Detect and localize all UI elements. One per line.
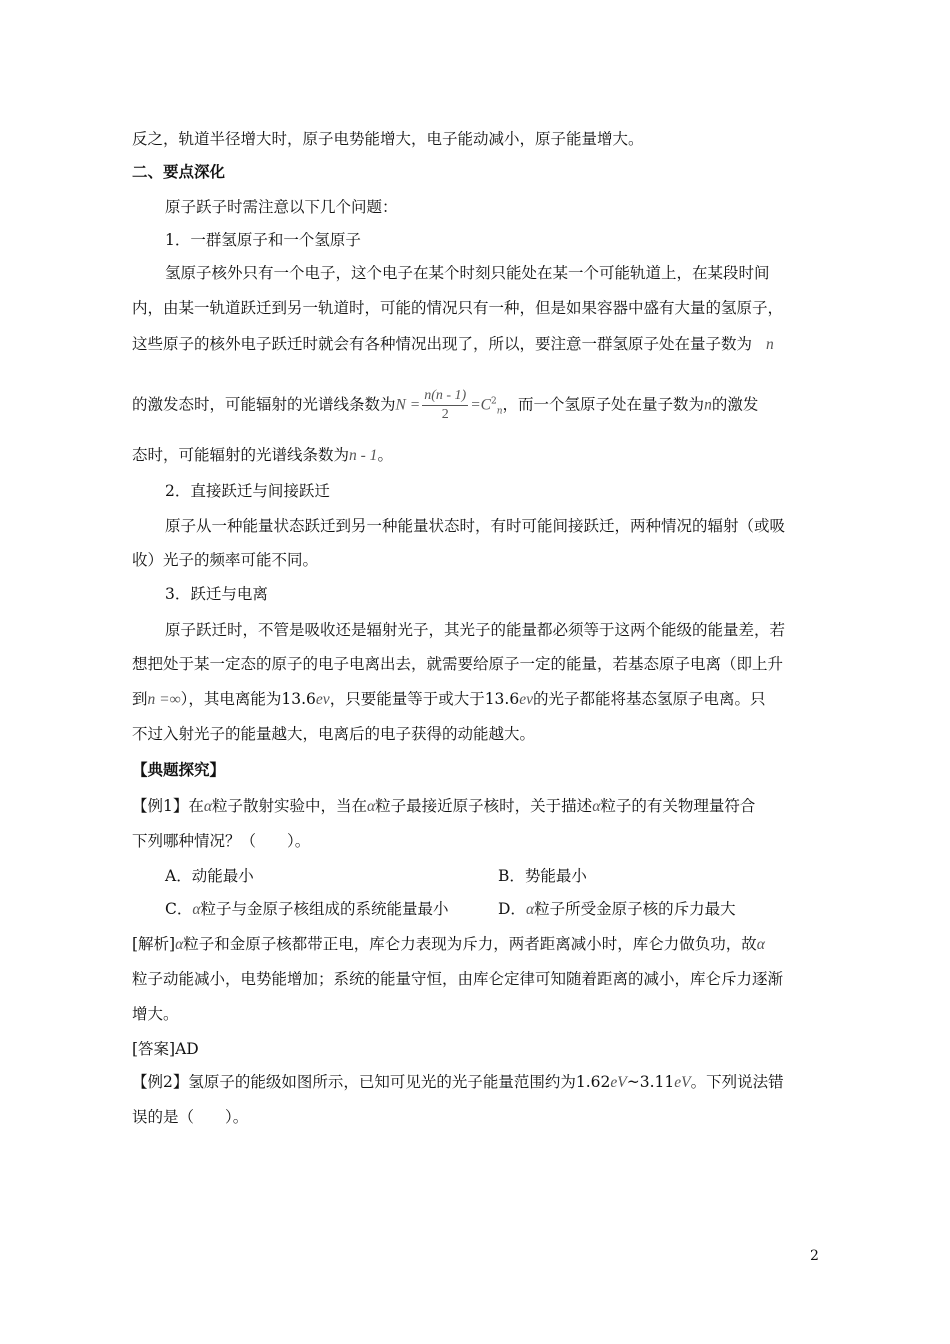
text-run: 。 [377, 446, 393, 464]
math-C: =C [470, 396, 492, 414]
unit-ev: eV [610, 1074, 627, 1091]
answer-line: [答案]AD [132, 1040, 199, 1058]
subsection-heading: 3．跃迁与电离 [165, 585, 268, 603]
math-n-minus-1: n - 1 [349, 447, 378, 464]
text-run: 的光子都能将基态氢原子电离。只 [532, 690, 766, 708]
text-run: 态时，可能辐射的光谱线条数为 [132, 446, 350, 464]
text-run: 到 [132, 690, 148, 708]
option-d [498, 898, 736, 921]
text-run: 粒子的有关物理量符合 [600, 797, 756, 815]
text-run: [解析] [132, 935, 176, 953]
subsection-heading: 2．直接跃迁与间接跃迁 [165, 482, 330, 500]
math-alpha: α [175, 936, 184, 953]
page-number: 2 [810, 1248, 819, 1264]
text-run: 【例1】在 [132, 797, 204, 815]
text-line: 原子从一种能量状态跃迁到另一种能量状态时，有时可能间接跃迁，两种情况的辐射（或吸 [165, 517, 786, 535]
text-line: 原子跃子时需注意以下几个问题： [165, 198, 398, 216]
option-c [165, 898, 449, 921]
math-alpha: α [756, 936, 765, 953]
text-line [132, 333, 774, 356]
text-line [132, 1071, 784, 1094]
text-line [132, 688, 765, 711]
unit-ev: eV [674, 1074, 691, 1091]
text-run: ），其电离能为13.6 [180, 690, 316, 708]
text-line [132, 933, 765, 956]
math-n: n [766, 336, 774, 353]
text-run: 。下列说法错 [690, 1073, 784, 1091]
fraction-numerator: n(n - 1) [422, 387, 468, 406]
section-heading: 二、要点深化 [132, 163, 226, 181]
text-line: 内，由某一轨道跃迁到另一轨道时，可能的情况只有一种，但是如果容器中盛有大量的氢原子， [132, 299, 784, 317]
math-alpha: α [367, 798, 376, 815]
unit-ev: ev [519, 691, 533, 708]
text-run: 粒子与金原子核组成的系统能量最小 [200, 900, 449, 918]
text-run: 的激发 [711, 395, 759, 414]
text-line [132, 444, 393, 467]
unit-ev: ev [315, 691, 330, 708]
math-N: N = [395, 396, 421, 414]
text-run: 粒子和金原子核都带正电，库仑力表现为斥力，两者距离减小时，库仑力做负功，故 [183, 935, 757, 953]
text-line: 误的是（ ）。 [132, 1108, 249, 1126]
text-line: 下列哪种情况？（ ）。 [132, 832, 311, 850]
text-run: ，而一个氢原子处在量子数为 [502, 395, 705, 414]
text-run: 的激发态时，可能辐射的光谱线条数为 [132, 395, 396, 414]
text-line: 粒子动能减小，电势能增加；系统的能量守恒，由库仑定律可知随着距离的减小，库仑斥力逐渐 [132, 970, 784, 988]
text-run: C． [165, 900, 193, 918]
text-line [132, 795, 755, 818]
text-line: 反之，轨道半径增大时，原子电势能增大，电子能动减小，原子能量增大。 [132, 130, 644, 148]
section-heading: 【典题探究】 [132, 761, 226, 779]
math-n: n [704, 396, 712, 414]
text-line: 原子跃迁时，不管是吸收还是辐射光子，其光子的能量都必须等于这两个能级的能量差，若 [165, 621, 786, 639]
math-alpha: α [192, 901, 201, 918]
text-line: 想把处于某一定态的原子的电子电离出去，就需要给原子一定的能量，若基态原子电离（即上升 [132, 655, 784, 673]
math-alpha: α [592, 798, 601, 815]
text-run: 这些原子的核外电子跃迁时就会有各种情况出现了，所以，要注意一群氢原子处在量子数为 [132, 335, 753, 353]
formula-line: 的激发态时，可能辐射的光谱线条数为N = $\frac{n(n - 1)}{2}$ $=C^2_n$，而一个氢原子处在量子数为n的激发 [132, 388, 759, 422]
option-b: B．势能最小 [498, 867, 587, 885]
text-run: ，只要能量等于或大于13.6 [329, 690, 520, 708]
math-alpha: α [203, 798, 213, 815]
fraction-denominator: 2 [441, 407, 449, 422]
text-line: 增大。 [132, 1005, 179, 1023]
option-a: A．动能最小 [165, 867, 254, 885]
fraction [422, 387, 468, 424]
text-line: 不过入射光子的能量越大，电离后的电子获得的动能越大。 [132, 725, 536, 743]
math-n-infinity: n =∞ [147, 691, 181, 708]
text-line: 氢原子核外只有一个电子，这个电子在某个时刻只能处在某一个可能轨道上，在某段时间 [165, 264, 770, 282]
text-run: D． [498, 900, 526, 918]
math-alpha: α [525, 901, 535, 918]
text-line: 收）光子的频率可能不同。 [132, 551, 319, 569]
text-run: ~3.11 [626, 1073, 675, 1091]
text-run: 粒子所受金原子核的斥力最大 [534, 900, 736, 918]
text-run: 粒子最接近原子核时，关于描述 [375, 797, 593, 815]
subsection-heading: 1．一群氢原子和一个氢原子 [165, 231, 361, 249]
text-run: 【例2】氢原子的能级如图所示，已知可见光的光子能量范围约为1.62 [132, 1073, 611, 1091]
text-run: 粒子散射实验中，当在 [212, 797, 368, 815]
